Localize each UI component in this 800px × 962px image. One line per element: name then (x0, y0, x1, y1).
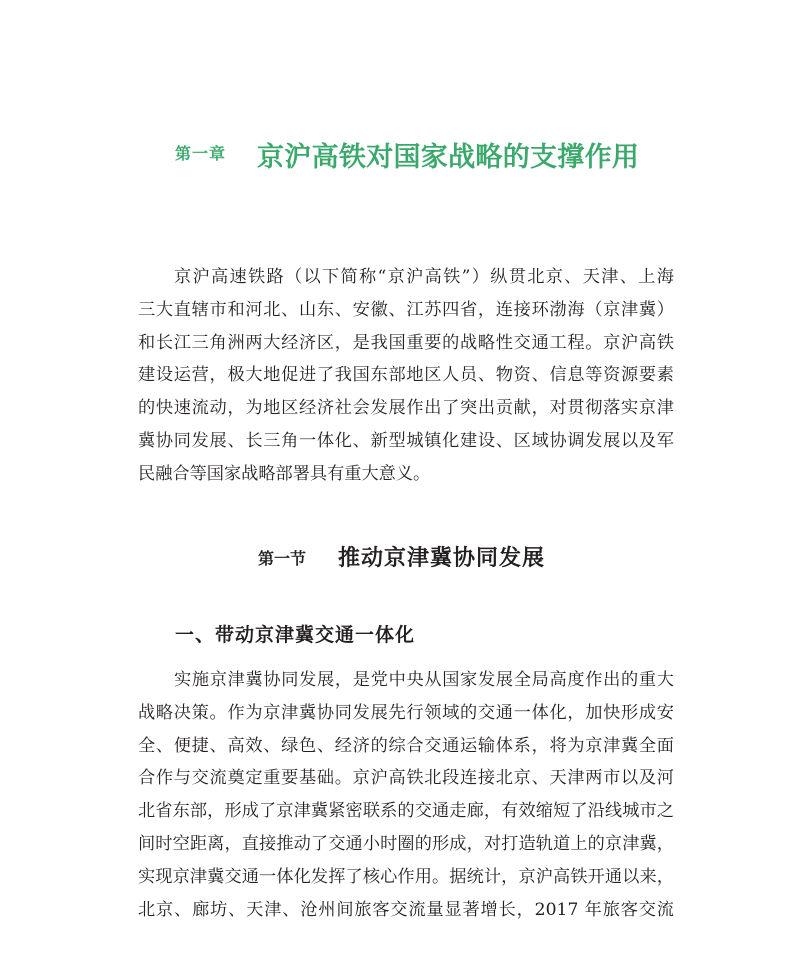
chapter-title: 京沪高铁对国家战略的支撑作用 (257, 142, 640, 173)
subsection-title: 一、带动京津冀交通一体化 (175, 624, 416, 646)
intro-paragraph (138, 261, 674, 491)
text-line: 合作与交流奠定重要基础。京沪高铁北段连接北京、天津两市以及河 (138, 768, 674, 789)
chapter-label: 第一章 (175, 144, 227, 163)
text-line: 的快速流动，为地区经济社会发展作出了突出贡献，对贯彻落实京津 (138, 398, 674, 419)
text-line: 北京、廊坊、天津、沧州间旅客交流量显著增长，2017 年旅客交流 (138, 899, 674, 920)
text-line: 和长江三角洲两大经济区，是我国重要的战略性交通工程。京沪高铁 (138, 332, 674, 353)
text-line: 三大直辖市和河北、山东、安徽、江苏四省，连接环渤海（京津冀） (138, 299, 674, 320)
text-line: 民融合等国家战略部署具有重大意义。 (138, 463, 431, 484)
text-line: 间时空距离，直接推动了交通小时圈的形成，对打造轨道上的京津冀， (138, 833, 674, 854)
text-line: 全、便捷、高效、绿色、经济的综合交通运输体系，将为京津冀全面 (138, 735, 674, 756)
text-line: 战略决策。作为京津冀协同发展先行领域的交通一体化，加快形成安 (138, 702, 674, 723)
text-line: 冀协同发展、长三角一体化、新型城镇化建设、区域协调发展以及军 (138, 430, 674, 451)
text-line: 实施京津冀协同发展，是党中央从国家发展全局高度作出的重大 (174, 670, 674, 690)
section-title: 推动京津冀协同发展 (338, 545, 546, 571)
text-line: 建设运营，极大地促进了我国东部地区人员、物资、信息等资源要素 (138, 365, 674, 386)
section-label: 第一节 (258, 549, 307, 568)
text-line: 京沪高速铁路（以下简称“京沪高铁”）纵贯北京、天津、上海 (174, 267, 674, 287)
text-line: 实现京津冀交通一体化发挥了核心作用。据统计，京沪高铁开通以来， (138, 866, 674, 887)
body-paragraph (138, 664, 674, 926)
text-line: 北省东部，形成了京津冀紧密联系的交通走廊，有效缩短了沿线城市之 (138, 801, 674, 822)
